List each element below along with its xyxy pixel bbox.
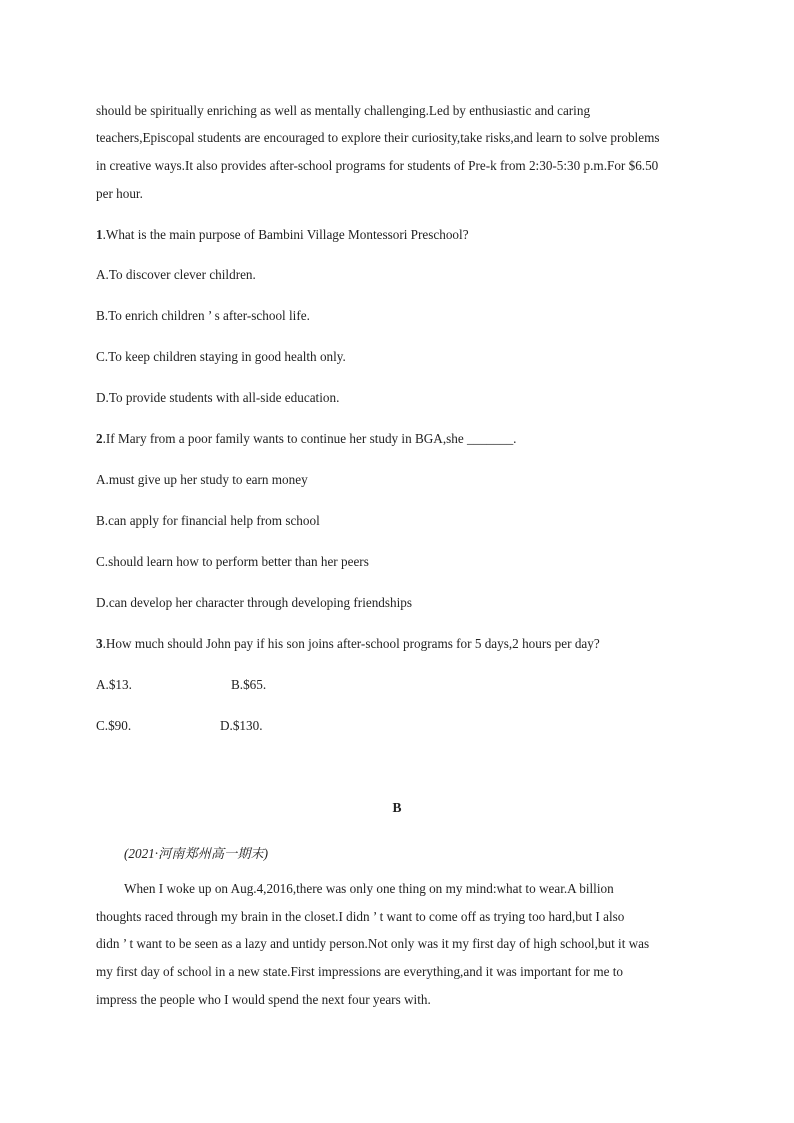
question-number: 1 xyxy=(96,227,103,242)
passage-line: my first day of school in a new state.First impressions are everything,and it was important for me to xyxy=(96,964,624,979)
option-a: A.To discover clever children. xyxy=(96,267,256,282)
question-3 xyxy=(96,636,600,652)
option-c: C.should learn how to perform better than her peers xyxy=(96,554,369,569)
intro-line: teachers,Episcopal students are encouraged to explore their curiosity,take risks,and learn to solve problems xyxy=(96,130,660,145)
option-d: D.can develop her character through developing friendships xyxy=(96,595,413,610)
option-b: B.To enrich children ’ s after-school life. xyxy=(96,308,310,323)
option-a: A.$13. xyxy=(96,677,132,692)
question-text: .How much should John pay if his son joins after-school programs for 5 days,2 hours per day? xyxy=(102,636,600,651)
option-c: C.To keep children staying in good health only. xyxy=(96,349,346,364)
option-b: B.$65. xyxy=(231,677,267,692)
question-number: 3 xyxy=(96,636,103,651)
source-note: (2021·河南郑州高一期末) xyxy=(124,846,268,861)
intro-line: per hour. xyxy=(96,186,143,201)
question-text: .If Mary from a poor family wants to continue her study in BGA,she _______. xyxy=(102,431,517,446)
passage-line: didn ’ t want to be seen as a lazy and untidy person.Not only was it my first day of high school,but it was xyxy=(96,936,650,951)
question-2 xyxy=(96,431,516,447)
option-a: A.must give up her study to earn money xyxy=(96,472,308,487)
intro-line: in creative ways.It also provides after-school programs for students of Pre-k from 2:30-5:30 p.m.For $6.50 xyxy=(96,158,659,173)
intro-line: should be spiritually enriching as well as mentally challenging.Led by enthusiastic and caring xyxy=(96,103,591,118)
option-d: D.To provide students with all-side education. xyxy=(96,390,340,405)
option-c: C.$90. xyxy=(96,718,132,733)
question-1 xyxy=(96,227,469,243)
section-title: B xyxy=(392,800,402,815)
option-b: B.can apply for financial help from school xyxy=(96,513,320,528)
passage-line: impress the people who I would spend the next four years with. xyxy=(96,992,431,1007)
passage-line: When I woke up on Aug.4,2016,there was only one thing on my mind:what to wear.A billion xyxy=(124,881,614,896)
passage-line: thoughts raced through my brain in the closet.I didn ’ t want to come off as trying too hard,but I also xyxy=(96,909,625,924)
option-d: D.$130. xyxy=(220,718,263,733)
question-number: 2 xyxy=(96,431,103,446)
question-text: .What is the main purpose of Bambini Village Montessori Preschool? xyxy=(102,227,469,242)
